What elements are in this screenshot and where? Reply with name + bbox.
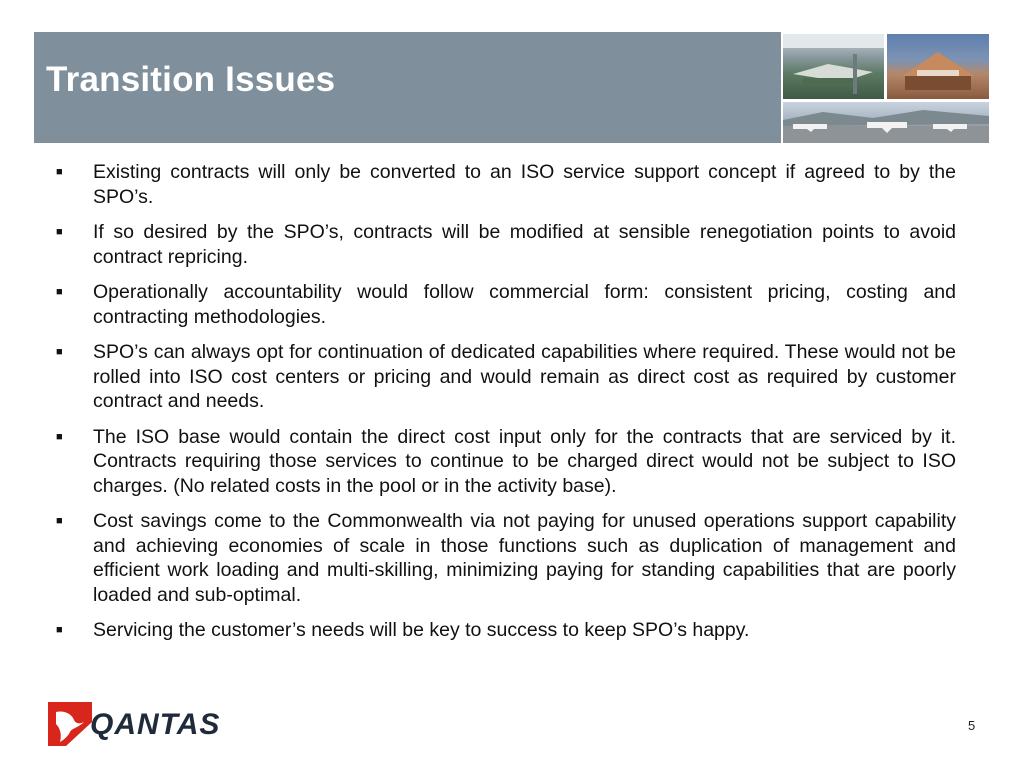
bullet-marker: ■	[56, 346, 63, 358]
list-item	[54, 340, 956, 414]
bullet-text: Cost savings come to the Commonwealth via not paying for unused operations support capability and achieving economies of scale in those functions such as duplication of management and efficient work loading and multi-skilling, minimizing paying for standing capabilities that are poorly loaded and sub-optimal.	[93, 510, 956, 606]
list-item	[54, 618, 956, 643]
page-number: 5	[968, 718, 976, 733]
title-banner	[34, 32, 990, 143]
list-item	[54, 280, 956, 329]
list-item	[54, 160, 956, 209]
bullet-marker: ■	[56, 166, 63, 178]
list-item	[54, 425, 956, 499]
bullet-text: Servicing the customer’s needs will be key to success to keep SPO’s happy.	[93, 619, 750, 641]
bullet-marker: ■	[56, 624, 63, 636]
logo-wordmark: QANTAS	[90, 708, 221, 741]
bullet-text: The ISO base would contain the direct cost input only for the contracts that are serviced by it. Contracts requiring those services to continue to be charged direct would not be subject to ISO charges. (No related costs in the pool or in the activity base).	[93, 425, 956, 497]
bullet-marker: ■	[56, 286, 63, 298]
header-photo-collage	[781, 32, 990, 143]
bullet-text: Existing contracts will only be converted to an ISO service support concept if agreed to by the SPO’s.	[93, 161, 956, 208]
list-item	[54, 509, 956, 607]
hangar-exterior-photo	[887, 34, 989, 99]
bullet-text: If so desired by the SPO’s, contracts will be modified at sensible renegotiation points to avoid contract repricing.	[93, 221, 956, 268]
qantas-logo	[48, 702, 248, 746]
bullet-marker: ■	[56, 430, 63, 443]
bullet-marker: ■	[56, 226, 63, 238]
aircraft-tarmac-photo	[783, 102, 989, 143]
list-item	[54, 220, 956, 269]
kangaroo-tail-icon	[48, 702, 92, 746]
slide-title: Transition Issues	[46, 60, 336, 99]
bullet-list	[54, 160, 956, 654]
hangar-interior-photo	[783, 34, 884, 99]
bullet-marker: ■	[56, 515, 63, 527]
bullet-text: SPO’s can always opt for continuation of dedicated capabilities where required. These would not be rolled into ISO cost centers or pricing and would remain as direct cost as required by customer contract and needs.	[93, 341, 956, 412]
bullet-text: Operationally accountability would follow commercial form: consistent pricing, costing and contracting methodologies.	[93, 281, 956, 328]
